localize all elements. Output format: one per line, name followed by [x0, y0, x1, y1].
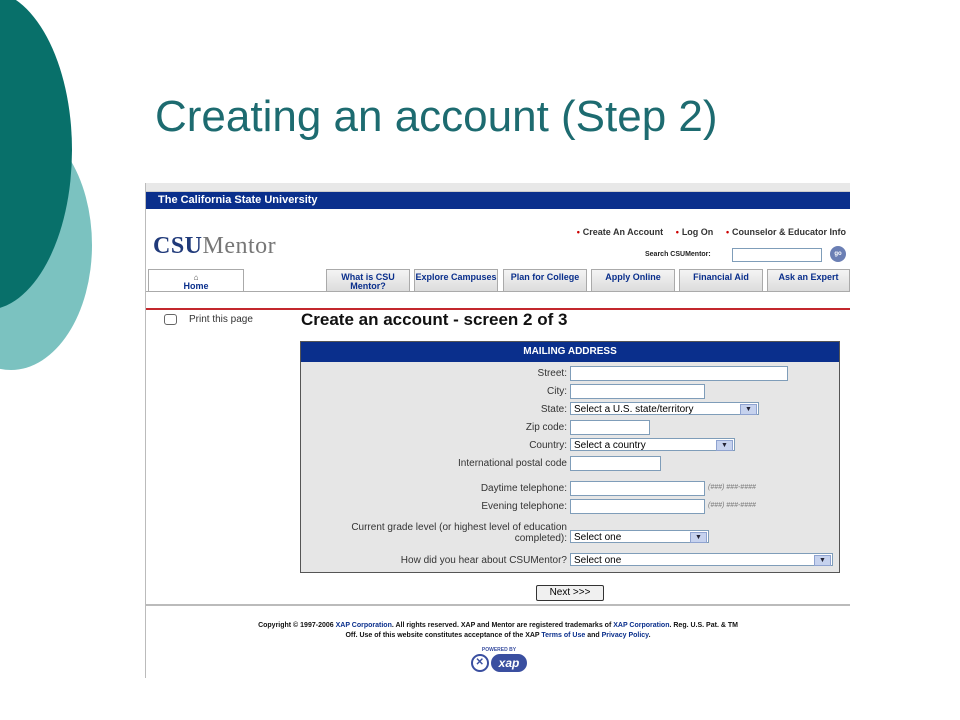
phone-format-hint: (###) ###-####: [708, 502, 756, 509]
city-field[interactable]: [570, 384, 705, 399]
zip-label: Zip code:: [525, 422, 567, 433]
browser-screenshot: [145, 183, 850, 678]
heard-about-label: How did you hear about CSUMentor?: [400, 555, 567, 566]
daytime-phone-label: Daytime telephone:: [480, 483, 567, 494]
grade-level-select[interactable]: Select one ▼: [570, 530, 709, 543]
home-icon: ⌂: [193, 273, 199, 282]
counselor-info-link[interactable]: • Counselor & Educator Info: [725, 227, 846, 237]
tab-financial-aid[interactable]: Financial Aid: [679, 269, 763, 291]
tab-apply-online[interactable]: Apply Online: [591, 269, 675, 291]
top-links: [567, 227, 846, 237]
tab-what-is-csu-mentor[interactable]: What is CSU Mentor?: [326, 269, 410, 291]
xap-x-icon: ✕: [471, 654, 489, 672]
daytime-phone-field[interactable]: [570, 481, 705, 496]
chevron-down-icon: ▼: [716, 440, 733, 451]
tab-plan-for-college[interactable]: Plan for College: [503, 269, 587, 291]
slide-title: Creating an account (Step 2): [155, 92, 718, 141]
tab-ask-an-expert[interactable]: Ask an Expert: [767, 269, 850, 291]
zip-field[interactable]: [570, 420, 650, 435]
state-label: State:: [540, 404, 567, 415]
evening-phone-field[interactable]: [570, 499, 705, 514]
print-page-link[interactable]: Print this page: [164, 314, 253, 325]
printer-icon: [164, 314, 177, 325]
chevron-down-icon: ▼: [740, 404, 757, 415]
chevron-down-icon: ▼: [690, 532, 707, 543]
evening-phone-label: Evening telephone:: [481, 501, 567, 512]
tab-divider: [146, 291, 850, 292]
search-label: Search CSUMentor:: [645, 251, 711, 258]
search-input[interactable]: [732, 248, 822, 262]
browser-toolbar-strip: [146, 183, 850, 192]
csumentor-logo[interactable]: CSUMentor: [153, 233, 277, 259]
state-select[interactable]: Select a U.S. state/territory ▼: [570, 402, 759, 415]
country-select[interactable]: Select a country ▼: [570, 438, 735, 451]
next-button[interactable]: Next >>>: [536, 585, 604, 601]
tab-home[interactable]: ⌂ Home: [148, 269, 244, 291]
street-field[interactable]: [570, 366, 788, 381]
heard-about-select[interactable]: Select one ▼: [570, 553, 833, 566]
mailing-address-form: [300, 341, 840, 573]
street-label: Street:: [537, 368, 567, 379]
log-on-link[interactable]: • Log On: [675, 227, 714, 237]
intl-postal-label: International postal code: [458, 458, 567, 469]
chevron-down-icon: ▼: [814, 555, 831, 566]
nav-tabs: [146, 269, 850, 291]
grade-level-label: Current grade level (or highest level of education completed):: [351, 522, 567, 544]
tab-explore-campuses[interactable]: Explore Campuses: [414, 269, 498, 291]
phone-format-hint: (###) ###-####: [708, 484, 756, 491]
privacy-policy-link[interactable]: Privacy Policy: [601, 632, 649, 639]
intl-postal-field[interactable]: [570, 456, 661, 471]
city-label: City:: [547, 386, 567, 397]
terms-of-use-link[interactable]: Terms of Use: [541, 632, 586, 639]
country-label: Country:: [529, 440, 567, 451]
xap-corporation-link[interactable]: XAP Corporation: [613, 622, 670, 629]
university-bar: The California State University: [146, 192, 850, 209]
copyright-footer: Copyright © 1997-2006 XAP Corporation. All rights reserved. XAP and Mentor are registered trademarks of XAP Corporation. Reg. U.S. Pat. & TM Off. Use of this website constitutes acceptance of the XAP Terms of Use and Privacy Policy.: [258, 622, 738, 639]
powered-by-xap-logo[interactable]: POWERED BY ✕ xap: [464, 647, 534, 671]
search-go-button[interactable]: go: [830, 246, 846, 262]
create-account-link[interactable]: • Create An Account: [576, 227, 664, 237]
form-section-title: MAILING ADDRESS: [301, 342, 839, 362]
page-heading: Create an account - screen 2 of 3: [301, 310, 568, 329]
xap-corporation-link[interactable]: XAP Corporation: [335, 622, 392, 629]
panel-bottom-border: [146, 604, 850, 606]
